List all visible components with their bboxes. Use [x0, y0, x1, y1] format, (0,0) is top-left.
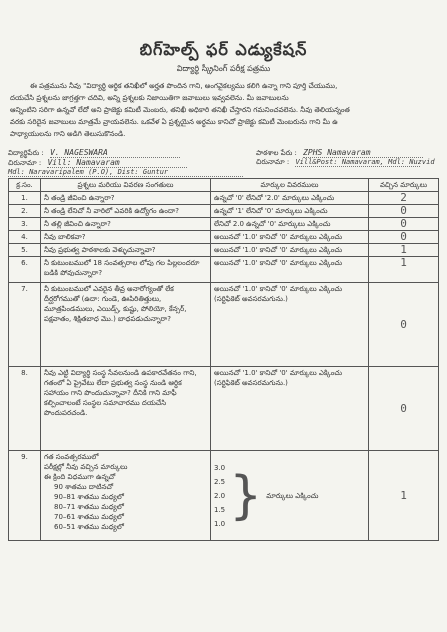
table-row	[9, 192, 439, 205]
row-marks-rule	[211, 451, 369, 541]
row-marks-rule: అయినచో '1.0' కానిచో '0' మార్కులు ఎక్కించు (సర్టిఫికెట్ అవసరమగును.)	[211, 283, 369, 367]
instruction-line: ఆన్నింటిని సరిగా ఉన్నవో లేదో అని ప్రాజెక్టు కమిటీ మెంబరు, తనిఖీ అధికారి తనిఖీ చేస్తారని గమనించవలెను. నీవు తెలియన్నంత	[10, 106, 350, 114]
school-name-value[interactable]: ZPHS Namavaram	[303, 148, 423, 158]
row-question: నీ తల్లి జీవించి ఉన్నారా?	[41, 218, 211, 231]
scale-value: 3.0	[214, 463, 226, 472]
row-marks-obtained[interactable]: 1	[369, 257, 439, 283]
scale-value: 2.5	[214, 477, 226, 486]
row-number: 5.	[9, 244, 41, 257]
row-question: నీ కుటుంబములో 18 సంవత్సరాల లోపు గల పిల్లలందరూ బడికి పోవుచున్నారా?	[41, 257, 211, 283]
student-name-value[interactable]: V. NAGESWARA	[50, 148, 180, 158]
row-number: 9.	[9, 451, 41, 541]
brace-icon: }	[229, 465, 263, 526]
row-question	[41, 451, 211, 541]
row-number: 6.	[9, 257, 41, 283]
table-row	[9, 257, 439, 283]
instructions-paragraph	[10, 80, 435, 140]
row-marks-obtained[interactable]: 0	[369, 367, 439, 451]
row-number: 7.	[9, 283, 41, 367]
header-serial: క్ర.సం.	[9, 179, 41, 192]
list-item: 70–61 శాతము మధ్యలో	[54, 513, 124, 521]
document-title: బిగ్‌హెల్ప్ ఫర్ ఎడ్యుకేషన్	[139, 40, 308, 59]
instruction-line: దయచేసి ప్రశ్నలను జాగ్రత్తగా చదివి, అన్ని ప్రశ్నలకు నిజాయితిగా జవాబులు ఇవ్వవలెను. మీ జవాబులను	[10, 94, 289, 102]
instruction-line: పాధ్యాయులను గాని అడిగి తెలుసుకొనండి.	[10, 130, 126, 138]
table-row	[9, 367, 439, 451]
row-number: 1.	[9, 192, 41, 205]
row-number: 3.	[9, 218, 41, 231]
row-question: నీ తండ్రి లేనిచో నీ వారిలో ఎవరికి ఉద్యోగం ఉందా?	[41, 205, 211, 218]
student-name-label: విద్యార్థిపేరు :	[8, 149, 44, 157]
list-item: 90 శాతము దాటినచో	[54, 483, 114, 491]
row-marks-rule: అయినచో '1.0' కానిచో '0' మార్కులు ఎక్కించు	[211, 244, 369, 257]
row-marks-obtained[interactable]: 0	[369, 205, 439, 218]
table-row	[9, 218, 439, 231]
table-row	[9, 451, 439, 541]
table-row	[9, 231, 439, 244]
header-marks-obtained: వచ్చిన మార్కులు	[369, 179, 439, 192]
row-marks-rule: అయినచో '1.0' కానిచో '0' మార్కులు ఎక్కించు	[211, 231, 369, 244]
list-item: 90–81 శాతము మధ్యలో	[54, 493, 124, 501]
row-marks-obtained[interactable]: 0	[369, 283, 439, 367]
row-marks-rule: ఉన్నచో '1' లేనిచో '0' మార్కులు ఎక్కించు	[211, 205, 369, 218]
table-row	[9, 244, 439, 257]
marks-scale	[214, 463, 365, 529]
grade-band-list	[44, 452, 207, 532]
row-number: 8.	[9, 367, 41, 451]
school-address-row	[256, 158, 435, 168]
school-address-label: చిరునామా :	[256, 158, 290, 166]
list-item: గత సంవత్సరములో	[44, 453, 99, 461]
scale-values	[214, 463, 225, 529]
row-number: 4.	[9, 231, 41, 244]
list-item: ఈ క్రింది విధముగా ఉన్నచో	[44, 473, 116, 481]
list-item: పరీక్షల్లో నీవు వచ్చిన మార్కులు	[44, 463, 128, 471]
list-item: 80–71 శాతము మధ్యలో	[54, 503, 124, 511]
row-marks-rule: ఉన్నచో '0' లేనిచో '2.0' మార్కులు ఎక్కించు	[211, 192, 369, 205]
row-question: నీవు బాలికవా?	[41, 231, 211, 244]
row-number: 2.	[9, 205, 41, 218]
row-marks-obtained[interactable]: 1	[369, 451, 439, 541]
row-question: నీ కుటుంబములో ఎవరైన తీవ్ర అనారోగ్యంతో లేక దీర్ఘరోగముతో (ఉదా: గుండె, ఊపిరితిత్తులు, మూత్రపిండములు, ఎయిడ్స్, కుష్టు, పోలియో, కేన్సర్, పక్షవాతం, శిక్షితబాధ మొ.) బాధపడుచున్నారా?	[41, 283, 211, 367]
row-marks-rule: అయినచో '1.0' కానిచో '0' మార్కులు ఎక్కించు	[211, 257, 369, 283]
table-row	[9, 205, 439, 218]
header-question: ప్రశ్నలు మరియు వివరణ సంగతులు	[41, 179, 211, 192]
scale-value: 2.0	[214, 491, 226, 500]
instruction-line: వరకు సరిదైన జవాబులు మాత్రమే వ్రాయవలెను. ఒకవేళ ఏ ప్రశ్నయైన అర్థము కానిచో ప్రాజెక్టు కమిటీ మెంబరును గాని మీ ఉ	[10, 118, 338, 126]
row-question: నీవు ఎట్టి విద్యార్థి సంస్థ సేవలనుండి ఉపకారవేతనం గాని, గతంలో ఏ ప్రైవేటు లేదా ప్రభుత్వ సంస్థ నుండి ఆర్థిక సహాయం గాని పొందుచున్నావా? దీనికి గాని మాఫీ కల్పించాలంటే సంస్థల సమాచారము దయచేసి పొందుపరచండి.	[41, 367, 211, 451]
address-label: చిరునామా :	[8, 159, 42, 167]
row-marks-obtained[interactable]: 2	[369, 192, 439, 205]
table-header-row	[9, 179, 439, 192]
scale-note: మార్కులు ఎక్కించు	[266, 491, 319, 500]
school-name-label: పాఠశాల పేరు :	[256, 149, 297, 157]
row-marks-rule: లేనిచో 2.0 ఉన్నచో '0' మార్కులు ఎక్కించు	[211, 218, 369, 231]
document-subtitle: విద్యార్థి స్క్రీనింగ్ పరీక్ష పత్రము	[176, 64, 271, 73]
table-row	[9, 283, 439, 367]
school-address-value[interactable]: Vill&Post: Namavaram, Mdl: Nuzvid	[295, 158, 435, 166]
row-marks-obtained[interactable]: 0	[369, 231, 439, 244]
instruction-line: ఈ పత్రమును నీవు "విద్యార్థి ఆర్థిక తనిఖీలో అర్హత పొందిన గాని, అంగవైకల్యము కలిగి ఉన్నా గాని పూర్తి చేయుము,	[30, 82, 338, 90]
address-row-2	[8, 168, 243, 177]
row-question: నీవు ప్రభుత్వ పాఠశాలకు వెళ్ళుచున్నావా?	[41, 244, 211, 257]
address-value-line2[interactable]: Mdl: Naravaripalem (P.O), Dist: Guntur	[8, 168, 243, 177]
header-marks-details: మార్కుల వివరములు	[211, 179, 369, 192]
row-marks-rule: అయినచో '1.0' కానిచో '0' మార్కులు ఎక్కించు (సర్టిఫికెట్ అవసరమగును.)	[211, 367, 369, 451]
row-question: నీ తండ్రి జీవించి ఉన్నారా?	[41, 192, 211, 205]
scale-value: 1.5	[214, 505, 226, 514]
address-value-line1[interactable]: Vill: Namavaram	[47, 158, 187, 168]
scale-value: 1.0	[214, 519, 226, 528]
list-item: 60–51 శాతము మధ్యలో	[54, 523, 124, 531]
row-marks-obtained[interactable]: 1	[369, 244, 439, 257]
row-marks-obtained[interactable]: 0	[369, 218, 439, 231]
screening-table	[8, 178, 439, 541]
